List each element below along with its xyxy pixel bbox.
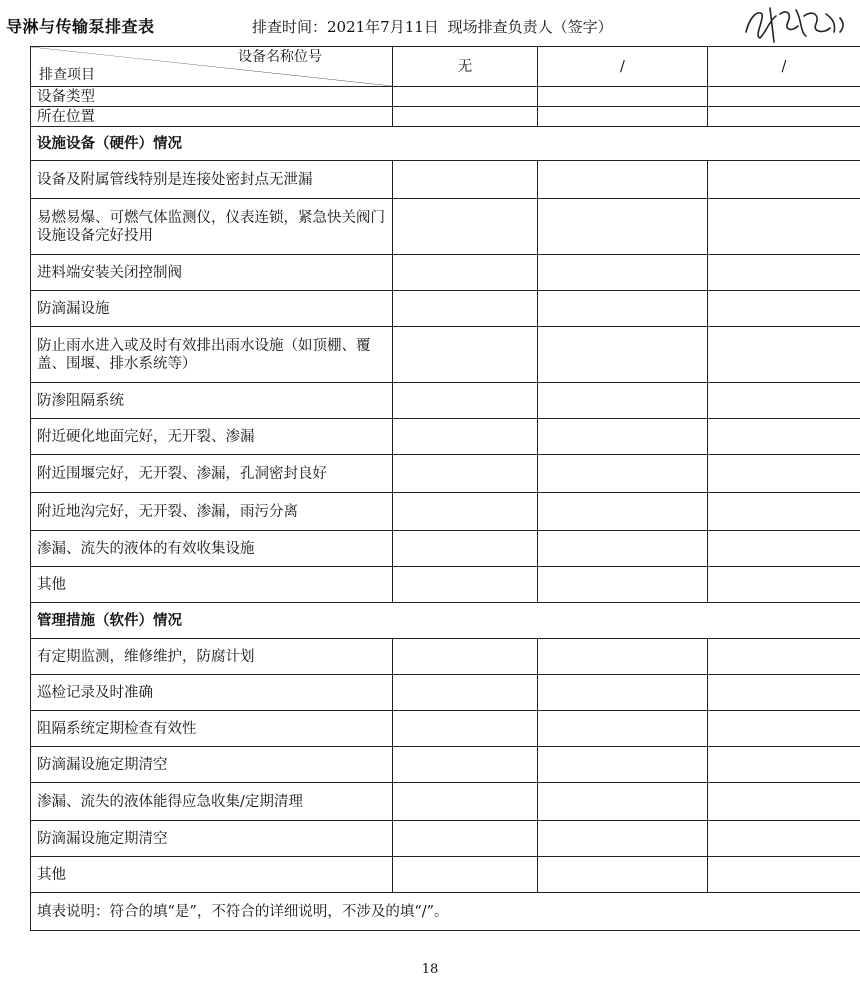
row-label: 附近硬化地面完好，无开裂、渗漏 (31, 419, 393, 455)
responsible-label: 现场排查负责人（签字） (447, 18, 613, 36)
input-cell[interactable] (393, 419, 538, 455)
row-label: 防滴漏设施 (31, 291, 393, 327)
input-cell[interactable] (708, 199, 860, 255)
input-cell[interactable] (708, 821, 860, 857)
row-label: 渗漏、流失的液体的有效收集设施 (31, 531, 393, 567)
input-cell[interactable] (708, 639, 860, 675)
input-cell[interactable] (538, 107, 708, 127)
table-row (31, 639, 860, 675)
input-cell[interactable] (538, 531, 708, 567)
input-cell[interactable] (708, 531, 860, 567)
row-label: 有定期监测，维修维护，防腐计划 (31, 639, 393, 675)
input-cell[interactable] (538, 567, 708, 603)
input-cell[interactable] (538, 857, 708, 893)
input-cell[interactable] (538, 327, 708, 383)
table-row (31, 747, 860, 783)
input-cell[interactable] (393, 87, 538, 107)
row-label: 附近地沟完好，无开裂、渗漏，雨污分离 (31, 493, 393, 531)
input-cell[interactable] (708, 747, 860, 783)
device-column-3: / (708, 47, 860, 87)
document-title: 导淋与传输泵排查表 (6, 17, 155, 36)
row-label: 其他 (31, 567, 393, 603)
table-row (31, 857, 860, 893)
section-title-hardware: 设施设备（硬件）情况 (31, 127, 860, 161)
table-row (31, 493, 860, 531)
input-cell[interactable] (393, 639, 538, 675)
table-row (31, 567, 860, 603)
input-cell[interactable] (708, 857, 860, 893)
input-cell[interactable] (538, 161, 708, 199)
input-cell[interactable] (708, 675, 860, 711)
table-row (31, 783, 860, 821)
row-label: 附近围堰完好，无开裂、渗漏，孔洞密封良好 (31, 455, 393, 493)
input-cell[interactable] (708, 291, 860, 327)
row-label: 设备及附属管线特别是连接处密封点无泄漏 (31, 161, 393, 199)
corner-bottom-label: 排查项目 (39, 67, 95, 83)
input-cell[interactable] (708, 493, 860, 531)
input-cell[interactable] (708, 161, 860, 199)
input-cell[interactable] (538, 419, 708, 455)
table-row (31, 383, 860, 419)
input-cell[interactable] (393, 857, 538, 893)
table-row (31, 199, 860, 255)
input-cell[interactable] (538, 199, 708, 255)
row-label: 易燃易爆、可燃气体监测仪，仪表连锁，紧急快关阀门设施设备完好投用 (31, 199, 393, 255)
table-row (31, 87, 860, 107)
section-row (31, 127, 860, 161)
input-cell[interactable] (393, 383, 538, 419)
section-row (31, 603, 860, 639)
note-row (31, 893, 860, 931)
input-cell[interactable] (708, 107, 860, 127)
table-row (31, 821, 860, 857)
input-cell[interactable] (393, 161, 538, 199)
row-label: 所在位置 (31, 107, 393, 127)
input-cell[interactable] (393, 675, 538, 711)
table-row (31, 161, 860, 199)
document-header (0, 0, 860, 46)
input-cell[interactable] (708, 783, 860, 821)
header-meta (252, 16, 617, 37)
table-row (31, 291, 860, 327)
row-label: 渗漏、流失的液体能得应急收集/定期清理 (31, 783, 393, 821)
row-label: 巡检记录及时准确 (31, 675, 393, 711)
input-cell[interactable] (708, 455, 860, 493)
row-label: 阻隔系统定期检查有效性 (31, 711, 393, 747)
row-label: 防渗阻隔系统 (31, 383, 393, 419)
table-row (31, 711, 860, 747)
input-cell[interactable] (393, 747, 538, 783)
input-cell[interactable] (538, 383, 708, 419)
input-cell[interactable] (393, 107, 538, 127)
input-cell[interactable] (393, 711, 538, 747)
input-cell[interactable] (393, 327, 538, 383)
check-time: 排查时间：2021年7月11日 (252, 18, 439, 36)
table-header-row (31, 47, 860, 87)
input-cell[interactable] (708, 419, 860, 455)
device-column-2: / (538, 47, 708, 87)
table-row (31, 675, 860, 711)
input-cell[interactable] (393, 783, 538, 821)
fill-instructions: 填表说明：符合的填“是”，不符合的详细说明，不涉及的填“/”。 (31, 893, 860, 931)
input-cell[interactable] (393, 493, 538, 531)
inspection-table (30, 46, 860, 931)
input-cell[interactable] (393, 455, 538, 493)
input-cell[interactable] (538, 711, 708, 747)
input-cell[interactable] (538, 675, 708, 711)
section-title-management: 管理措施（软件）情况 (31, 603, 860, 639)
row-label: 其他 (31, 857, 393, 893)
row-label: 设备类型 (31, 87, 393, 107)
input-cell[interactable] (708, 711, 860, 747)
input-cell[interactable] (708, 567, 860, 603)
handwritten-signature (740, 2, 850, 46)
input-cell[interactable] (393, 531, 538, 567)
table-row (31, 255, 860, 291)
input-cell[interactable] (538, 255, 708, 291)
table-row (31, 419, 860, 455)
corner-top-label: 设备名称位号 (238, 49, 322, 65)
table-row (31, 107, 860, 127)
input-cell[interactable] (393, 199, 538, 255)
input-cell[interactable] (393, 567, 538, 603)
table-row (31, 327, 860, 383)
input-cell[interactable] (708, 255, 860, 291)
device-column-1: 无 (393, 47, 538, 87)
table-row (31, 531, 860, 567)
row-label: 防滴漏设施定期清空 (31, 821, 393, 857)
page-number: 18 (421, 962, 439, 977)
input-cell[interactable] (538, 783, 708, 821)
input-cell[interactable] (538, 639, 708, 675)
row-label: 防止雨水进入或及时有效排出雨水设施（如顶棚、覆盖、围堰、排水系统等） (31, 327, 393, 383)
input-cell[interactable] (538, 455, 708, 493)
input-cell[interactable] (708, 327, 860, 383)
row-label: 进料端安装关闭控制阀 (31, 255, 393, 291)
row-label: 防滴漏设施定期清空 (31, 747, 393, 783)
input-cell[interactable] (538, 291, 708, 327)
input-cell[interactable] (708, 87, 860, 107)
input-cell[interactable] (393, 291, 538, 327)
input-cell[interactable] (538, 747, 708, 783)
corner-header-cell (31, 47, 393, 87)
input-cell[interactable] (393, 821, 538, 857)
input-cell[interactable] (708, 383, 860, 419)
input-cell[interactable] (393, 255, 538, 291)
table-row (31, 455, 860, 493)
input-cell[interactable] (538, 87, 708, 107)
input-cell[interactable] (538, 493, 708, 531)
input-cell[interactable] (538, 821, 708, 857)
